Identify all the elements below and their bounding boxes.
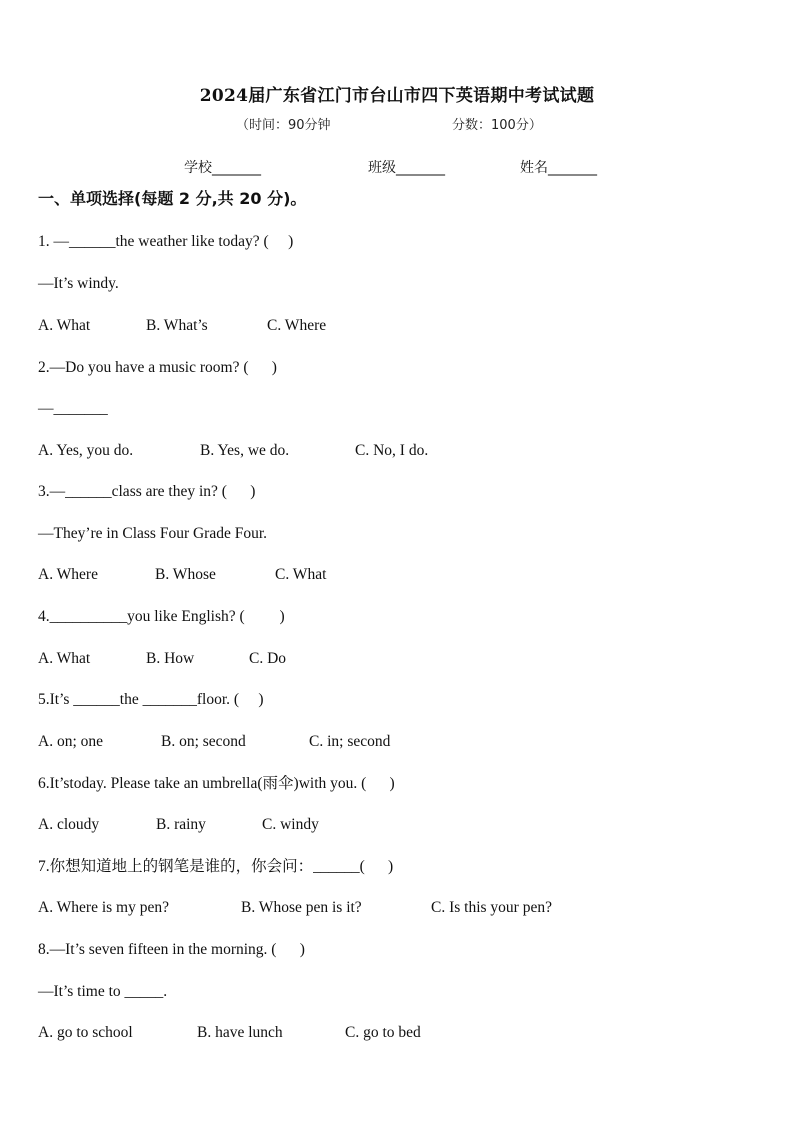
question-stem: 5.It’s ______the _______floor. ( )	[38, 691, 264, 708]
option-a: A. cloudy	[38, 816, 100, 833]
option-b: B. What’s	[146, 317, 208, 334]
option-a: A. Where	[38, 566, 98, 583]
question-stem: 7.你想知道地上的钢笔是谁的，你会问：______( )	[38, 858, 394, 875]
option-c: C. What	[275, 566, 327, 583]
question-reply: —It’s windy.	[38, 275, 119, 292]
option-a: A. What	[38, 317, 91, 334]
question-stem: 8.—It’s seven fifteen in the morning. ( )	[38, 941, 305, 958]
option-c: C. in; second	[309, 733, 391, 750]
option-c: C. windy	[262, 816, 319, 833]
option-b: B. How	[146, 650, 195, 667]
question-reply: —They’re in Class Four Grade Four.	[38, 525, 268, 542]
option-c: C. go to bed	[345, 1024, 421, 1041]
option-b: B. on; second	[161, 733, 246, 750]
name-field: 姓名_______	[520, 160, 597, 176]
exam-time: （时间：90分钟	[236, 118, 331, 133]
question-stem: 2.—Do you have a music room? ( )	[38, 359, 277, 376]
option-c: C. Is this your pen?	[431, 899, 552, 916]
option-b: B. Yes, we do.	[200, 442, 290, 459]
option-b: B. rainy	[156, 816, 206, 833]
question-stem: 1. —______the weather like today? ( )	[38, 233, 294, 250]
question-stem: 4.__________you like English? ( )	[38, 608, 285, 625]
page-title: 2024届广东省江门市台山市四下英语期中考试试题	[199, 86, 595, 106]
school-field: 学校_______	[184, 160, 261, 176]
option-c: C. Do	[249, 650, 287, 667]
option-a: A. go to school	[38, 1024, 133, 1041]
option-a: A. Yes, you do.	[38, 442, 134, 459]
option-a: A. What	[38, 650, 91, 667]
option-b: B. have lunch	[197, 1024, 283, 1041]
option-b: B. Whose pen is it?	[241, 899, 362, 916]
option-b: B. Whose	[155, 566, 216, 583]
class-field: 班级_______	[368, 160, 445, 176]
question-reply: —It’s time to _____.	[38, 983, 168, 1000]
option-a: A. Where is my pen?	[38, 899, 169, 916]
question-stem: 6.It’stoday. Please take an umbrella(雨伞)with you. ( )	[38, 775, 395, 792]
option-c: C. Where	[267, 317, 327, 334]
question-reply: —_______	[38, 400, 108, 417]
section-heading: 一、单项选择(每题 2 分,共 20 分)。	[38, 189, 307, 208]
question-stem: 3.—______class are they in? ( )	[38, 483, 256, 500]
exam-score: 分数：100分）	[452, 118, 542, 133]
option-c: C. No, I do.	[355, 442, 429, 459]
option-a: A. on; one	[38, 733, 104, 750]
